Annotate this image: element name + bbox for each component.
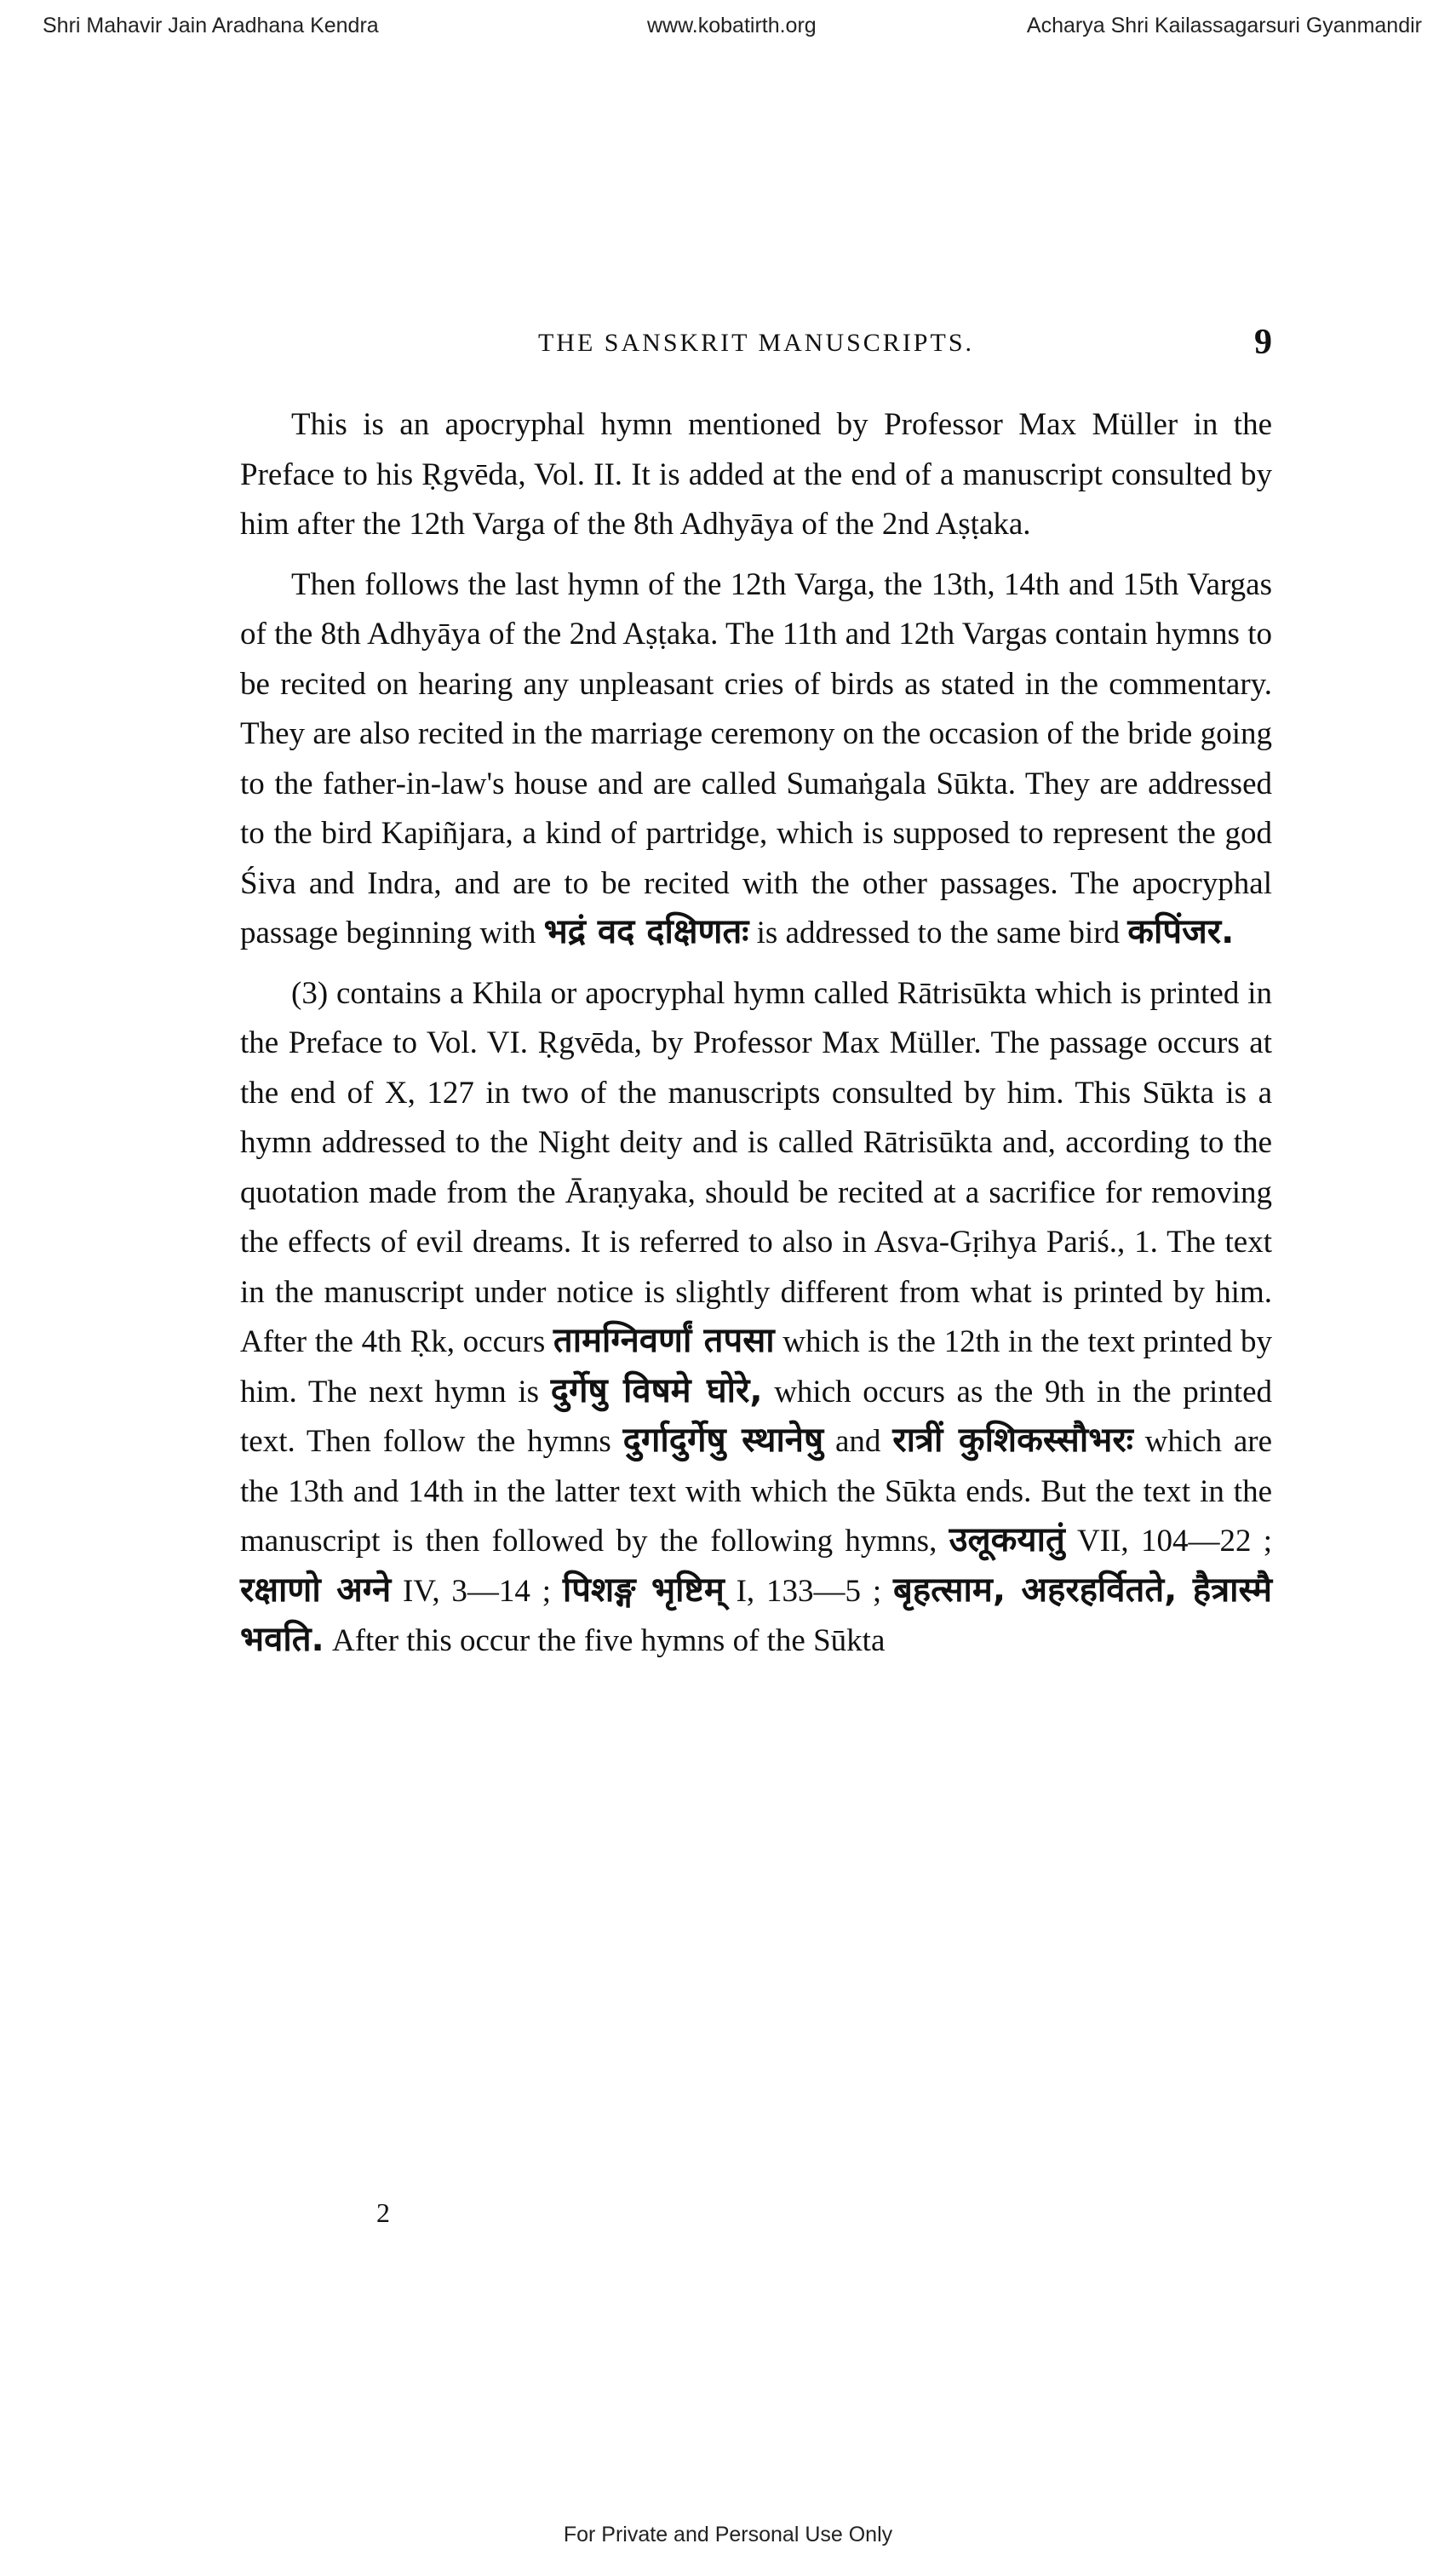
signature-mark: 2 bbox=[376, 2197, 390, 2228]
devanagari-phrase-1: तामग्निवर्णां तपसा bbox=[553, 1321, 775, 1360]
paragraph-3-text-6: VII, 104—22 ; bbox=[1077, 1524, 1273, 1559]
devanagari-word-kapinjara: कपिंजर. bbox=[1127, 912, 1235, 951]
devanagari-phrase-8: बृहत्साम, अहरहर्वितते, हैत्रास्मै भवति. bbox=[240, 1570, 1273, 1659]
paragraph-3-text-8: I, 133—5 ; bbox=[736, 1573, 882, 1609]
paragraph-2-text-1: Then follows the last hymn of the 12th Varga, the 13th, 14th and 15th Vargas of the 8th Adhyāya of the 2nd Aṣṭaka. The 11th and 12th Vargas contain hymns to be recited on hearing any unpleasant cries of birds as stated in the commentary. They are also recited in the marriage ceremony on the occasion of the bride going to the father-in-law's house and are called Sumaṅgala Sūkta. They are addressed to the bird Kapiñjara, a kind of partridge, which is supposed to represent the god Śiva and Indra, and are to be recited with the other passages. The apocryphal passage beginning with bbox=[240, 566, 1272, 950]
running-head-title: THE SANSKRIT MANUSCRIPTS. bbox=[537, 329, 975, 357]
paragraph-3-text-2: which is the 12th in the text printed by him. The next hymn is bbox=[240, 1324, 1273, 1410]
devanagari-phrase-6: रक्षाणो अग्ने bbox=[240, 1570, 392, 1610]
footer-notice: For Private and Personal Use Only bbox=[563, 2523, 893, 2546]
paragraph-3-text-7: IV, 3—14 ; bbox=[403, 1573, 552, 1609]
header-left-text: Shri Mahavir Jain Aradhana Kendra bbox=[43, 14, 379, 37]
devanagari-phrase-3: दुर्गादुर्गेषु स्थानेषु bbox=[622, 1421, 824, 1460]
source-header bbox=[0, 14, 1456, 44]
devanagari-phrase-7: पिशङ्ग भृष्टिम् bbox=[562, 1570, 725, 1610]
paragraph-1: This is an apocryphal hymn mentioned by Professor Max Müller in the Preface to his Ṛgvēda, Vol. II. It is added at the end of a manuscript consulted by him after the 12th Varga of the 8th Adhyāya of the 2nd Aṣṭaka. bbox=[240, 407, 1272, 542]
running-head bbox=[240, 322, 1272, 365]
devanagari-phrase-4: रात्रीं कुशिकस्सौभरः bbox=[892, 1421, 1133, 1460]
paragraph-3 bbox=[240, 969, 1272, 1667]
paragraph-2-text-2: is addressed to the same bird bbox=[756, 916, 1121, 950]
paragraph-3-text-5: which are the 13th and 14th in the latter text with which the Sūkta ends. But the text in the manuscript is then followed by the following hymns, bbox=[240, 1424, 1272, 1559]
header-right-text: Acharya Shri Kailassagarsuri Gyanmandir bbox=[1026, 14, 1422, 37]
devanagari-phrase-2: दुर्गेषु विषमे घोरे, bbox=[550, 1370, 763, 1410]
devanagari-phrase-5: उलूकयातुं bbox=[949, 1520, 1065, 1559]
header-center-url[interactable]: www.kobatirth.org bbox=[647, 14, 817, 37]
devanagari-phrase-bhadram: भद्रं वद दक्षिणतः bbox=[543, 912, 749, 951]
page-body bbox=[240, 400, 1272, 1677]
paragraph-3-text-9: After this occur the five hymns of the Sūkta bbox=[331, 1623, 886, 1658]
paragraph-2 bbox=[240, 560, 1272, 959]
paragraph-3-text-4: and bbox=[834, 1424, 881, 1459]
page-number: 9 bbox=[1254, 323, 1272, 362]
paragraph-3-text-1: (3) contains a Khila or apocryphal hymn called Rātrisūkta which is printed in the Preface to Vol. VI. Ṛgvēda, by Professor Max Müller. The passage occurs at the end of X, 127 in two of the manuscripts consulted by him. This Sūkta is a hymn addressed to the Night deity and is called Rātrisūkta and, according to the quotation made from the Āraṇyaka, should be recited at a sacrifice for removing the effects of evil dreams. It is referred to also in Asva-Gṛihya Pariś., 1. The text in the manuscript under notice is slightly different from what is printed by him. After the 4th Ṛk, occurs bbox=[240, 975, 1272, 1359]
paragraph-3-text-3: which occurs as the 9th in the printed text. Then follow the hymns bbox=[240, 1374, 1273, 1459]
